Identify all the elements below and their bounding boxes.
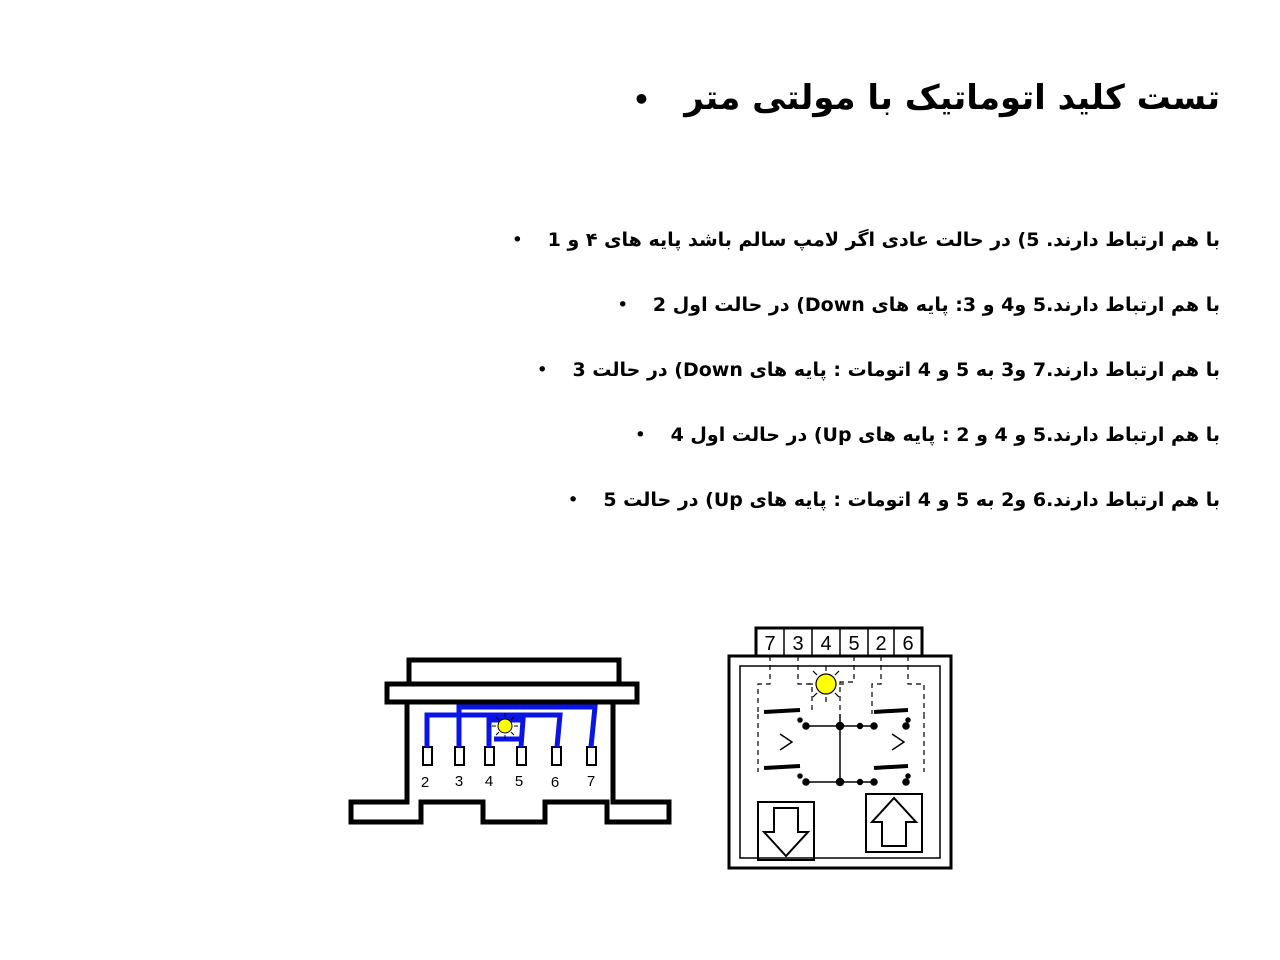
- bullet-text-5: با هم ارتباط دارند.6 و2 به 5 و 4 اتومات : پایه های Up) در حالت 5: [603, 489, 1220, 511]
- pin-label: 2: [875, 633, 887, 655]
- pin-5: [517, 747, 526, 765]
- pin-label: 4: [484, 773, 494, 790]
- bullet-item-4: [460, 417, 1220, 482]
- pin-labels: [421, 773, 595, 791]
- title-bullet: •: [632, 83, 651, 116]
- bullet-dot: •: [511, 229, 523, 251]
- bullet-dot: •: [617, 294, 629, 316]
- bullet-item-2: [460, 287, 1220, 352]
- pin-label: 6: [550, 774, 560, 791]
- bullet-text-2: با هم ارتباط دارند.5 و4 و 3: پایه های Down) در حالت اول 2: [652, 294, 1220, 316]
- bullet-item-5: [460, 482, 1220, 547]
- pin-label: 4: [820, 633, 832, 655]
- pin-3: [455, 747, 464, 765]
- internal-circuit: [758, 656, 924, 772]
- pin-label: 3: [792, 633, 804, 655]
- bullet-text-1: با هم ارتباط دارند. 5) در حالت عادی اگر لامپ سالم باشد پایه های ۴ و 1: [547, 229, 1220, 251]
- arrow-down-icon: [758, 802, 814, 860]
- bullet-dot: •: [567, 489, 579, 511]
- bullet-list: [460, 222, 1220, 547]
- pin-label: 2: [420, 774, 430, 791]
- pin-label: 7: [764, 633, 776, 655]
- pin-4: [485, 747, 494, 765]
- switch-side-diagram: [345, 650, 675, 830]
- contacts: [764, 710, 910, 786]
- bullet-dot: •: [536, 359, 548, 381]
- pin-label: 5: [514, 773, 524, 790]
- pin-7: [587, 747, 596, 765]
- bullet-text-4: با هم ارتباط دارند.5 و 4 و 2 : پایه های Up) در حالت اول 4: [670, 424, 1220, 446]
- slide-title: [320, 74, 1220, 124]
- lamp-icon: [808, 666, 844, 702]
- pin-label: 7: [586, 773, 596, 790]
- bullet-item-3: [460, 352, 1220, 417]
- pin-group: [423, 747, 596, 765]
- pin-2: [423, 747, 432, 765]
- arrow-up-icon: [866, 794, 922, 852]
- switch-front-schematic: [722, 622, 957, 874]
- pin-6: [552, 747, 561, 765]
- pin-label: 6: [902, 633, 914, 655]
- title-text: تست کلید اتوماتیک با مولتی متر: [684, 78, 1220, 118]
- pin-label: 3: [454, 773, 464, 790]
- relay-symbols: [780, 734, 904, 750]
- pin-label: 5: [848, 633, 860, 655]
- bullet-text-3: با هم ارتباط دارند.7 و3 به 5 و 4 اتومات : پایه های Down) در حالت 3: [572, 359, 1220, 381]
- bullet-dot: •: [634, 424, 646, 446]
- pin-labels: [764, 633, 913, 655]
- bullet-item-1: [460, 222, 1220, 287]
